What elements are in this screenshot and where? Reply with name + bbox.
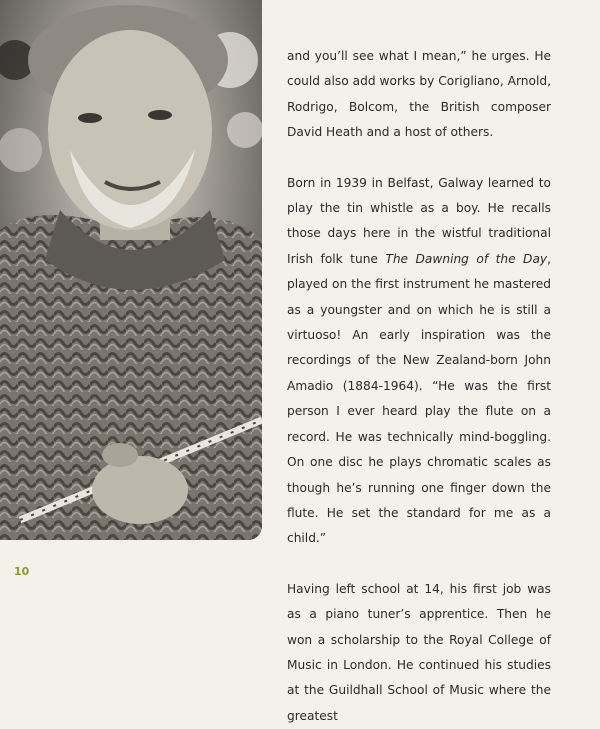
portrait-illustration: [0, 0, 262, 540]
body-text: [287, 44, 551, 729]
text-segment: Born in 1939 in Belfast, Galway learned to play the tin whistle as a boy. He recalls those days here in the wistful traditional Irish folk tune: [287, 175, 551, 266]
paragraph: [287, 171, 551, 552]
portrait-photo: [0, 0, 262, 540]
song-title: The Dawning of the Day: [385, 251, 548, 266]
paragraph: [287, 44, 551, 146]
page-number: 10: [14, 565, 30, 578]
text-segment: Having left school at 14, his first job was as a piano tuner’s apprentice. Then he won a scholarship to the Royal College of Music in London. He continued his studies at the Guildhall School of Music where the greatest: [287, 581, 551, 723]
text-segment: , played on the first instrument he mastered as a youngster and on which he is still a virtuoso! An early inspiration was the recordings of the New Zealand-born John Amadio (1884-1964). “He was the first person I ever heard play the flute on a record. He was technically mind-boggling. On one disc he plays chromatic scales as though he’s running one finger down the flute. He set the standard for me as a child.”: [287, 251, 552, 546]
text-segment: and you’ll see what I mean,” he urges. He could also add works by Corigliano, Arnold, Rodrigo, Bolcom, the British composer David Heath and a host of others.: [287, 49, 551, 140]
